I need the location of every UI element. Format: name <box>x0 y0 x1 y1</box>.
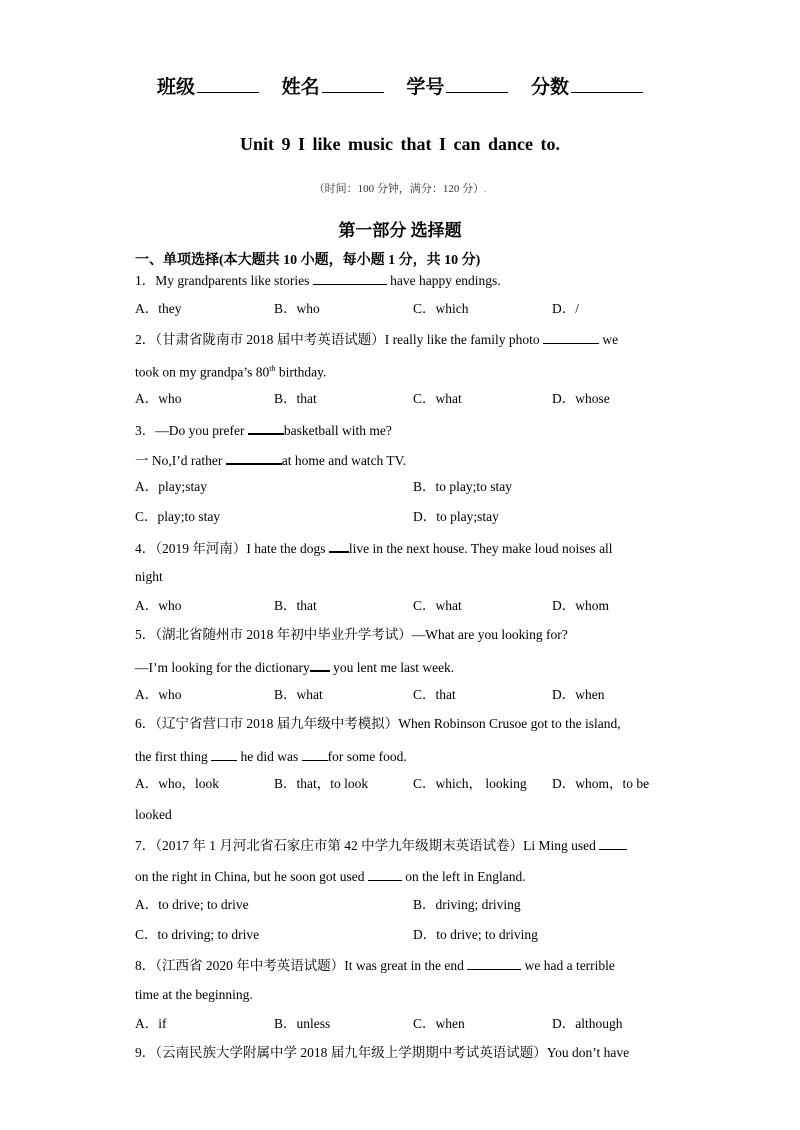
class-field: 班级 <box>157 72 259 99</box>
q6-option-b[interactable]: B．that，to look <box>274 776 369 791</box>
q6-blank-2[interactable] <box>302 746 328 761</box>
q1-option-c[interactable]: C．which <box>413 301 469 316</box>
q4-option-d[interactable]: D．whom <box>552 598 609 613</box>
q8-blank[interactable] <box>467 955 521 970</box>
q7-option-c[interactable]: C．to driving; to drive <box>135 927 260 942</box>
q5-option-d[interactable]: D．when <box>552 687 605 702</box>
question-6-stem-cont: the first thing he did was for some food. <box>135 746 407 766</box>
question-8-stem: 8．（江西省 2020 年中考英语试题）It was great in the end we had a terrible <box>135 955 615 975</box>
q7-blank-2[interactable] <box>368 866 402 881</box>
exam-meta: （时间：100 分钟，满分：120 分）. <box>313 183 487 195</box>
q1-option-b[interactable]: B．who <box>274 301 320 316</box>
question-3-stem-cont: 一 No,I’d rather at home and watch TV. <box>135 449 406 470</box>
question-3-stem: 3．—Do you prefer basketball with me? <box>135 419 392 440</box>
q4-option-a[interactable]: A．who <box>135 598 182 613</box>
q7-option-b[interactable]: B．driving; driving <box>413 897 521 912</box>
q7-option-a[interactable]: A．to drive; to drive <box>135 897 249 912</box>
q4-blank[interactable] <box>329 537 349 553</box>
student-info-header <box>0 72 800 99</box>
q6-option-d-cont: looked <box>135 807 172 822</box>
q3-option-b[interactable]: B．to play;to stay <box>413 479 512 494</box>
q6-option-d[interactable]: D．whom，to be <box>552 776 650 791</box>
question-4-stem: 4．（2019 年河南）I hate the dogs live in the next house. They make loud noises all <box>135 537 613 558</box>
class-blank[interactable] <box>197 75 259 93</box>
q6-blank-1[interactable] <box>211 746 237 761</box>
q3-option-d[interactable]: D．to play;stay <box>413 509 499 524</box>
q2-blank[interactable] <box>543 329 599 344</box>
q6-option-c[interactable]: C．which， looking <box>413 776 527 791</box>
q3-option-c[interactable]: C．play;to stay <box>135 509 221 524</box>
q7-option-d[interactable]: D．to drive; to driving <box>413 927 538 942</box>
part-title: 第一部分 选择题 <box>338 221 462 240</box>
section-title: 一、单项选择(本大题共 10 小题，每小题 1 分，共 10 分) <box>135 253 481 268</box>
question-2-stem: 2．（甘肃省陇南市 2018 届中考英语试题）I really like the family photo we <box>135 329 618 349</box>
q2-option-b[interactable]: B．that <box>274 391 317 406</box>
question-9-stem: 9．（云南民族大学附属中学 2018 届九年级上学期期中考试英语试题）You don’t have <box>135 1045 630 1060</box>
question-2-stem-cont: took on my grandpa’s 80th birthday. <box>135 364 327 380</box>
score-blank[interactable] <box>571 75 643 93</box>
q2-option-d[interactable]: D．whose <box>552 391 610 406</box>
score-field: 分数 <box>531 72 643 99</box>
q3-blank-1[interactable] <box>248 419 284 435</box>
q5-option-b[interactable]: B．what <box>274 687 323 702</box>
q1-option-a[interactable]: A．they <box>135 301 182 316</box>
question-8-stem-cont: time at the beginning. <box>135 987 253 1002</box>
question-6-stem: 6．（辽宁省营口市 2018 届九年级中考模拟）When Robinson Crusoe got to the island, <box>135 716 621 731</box>
question-7-stem: 7．（2017 年 1 月河北省石家庄市第 42 中学九年级期末英语试卷）Li Ming used <box>135 835 627 855</box>
q5-option-a[interactable]: A．who <box>135 687 182 702</box>
q8-option-a[interactable]: A．if <box>135 1016 167 1031</box>
q1-blank[interactable] <box>313 270 387 285</box>
q8-option-b[interactable]: B．unless <box>274 1016 331 1031</box>
q2-option-a[interactable]: A．who <box>135 391 182 406</box>
name-blank[interactable] <box>322 75 384 93</box>
q7-blank-1[interactable] <box>599 835 627 850</box>
name-field: 姓名 <box>282 72 384 99</box>
q8-option-c[interactable]: C．when <box>413 1016 465 1031</box>
student-id-field: 学号 <box>406 72 508 99</box>
q2-option-c[interactable]: C．what <box>413 391 462 406</box>
q1-option-d[interactable]: D．/ <box>552 301 579 316</box>
q6-option-a[interactable]: A．who，look <box>135 776 219 791</box>
question-5-stem: 5．（湖北省随州市 2018 年初中毕业升学考试）—What are you looking for? <box>135 627 568 642</box>
question-7-stem-cont: on the right in China, but he soon got used on the left in England. <box>135 866 526 886</box>
q5-option-c[interactable]: C．that <box>413 687 456 702</box>
question-5-stem-cont: —I’m looking for the dictionary you lent me last week. <box>135 656 454 677</box>
q4-option-c[interactable]: C．what <box>413 598 462 613</box>
q8-option-d[interactable]: D．although <box>552 1016 623 1031</box>
q3-blank-2[interactable] <box>226 449 282 465</box>
document-title: Unit 9 I like music that I can dance to. <box>239 134 560 154</box>
q5-blank[interactable] <box>310 656 330 672</box>
question-4-stem-cont: night <box>135 569 163 584</box>
question-1-stem: 1．My grandparents like stories have happy endings. <box>135 270 501 290</box>
q4-option-b[interactable]: B．that <box>274 598 317 613</box>
student-id-blank[interactable] <box>446 75 508 93</box>
q3-option-a[interactable]: A．play;stay <box>135 479 207 494</box>
